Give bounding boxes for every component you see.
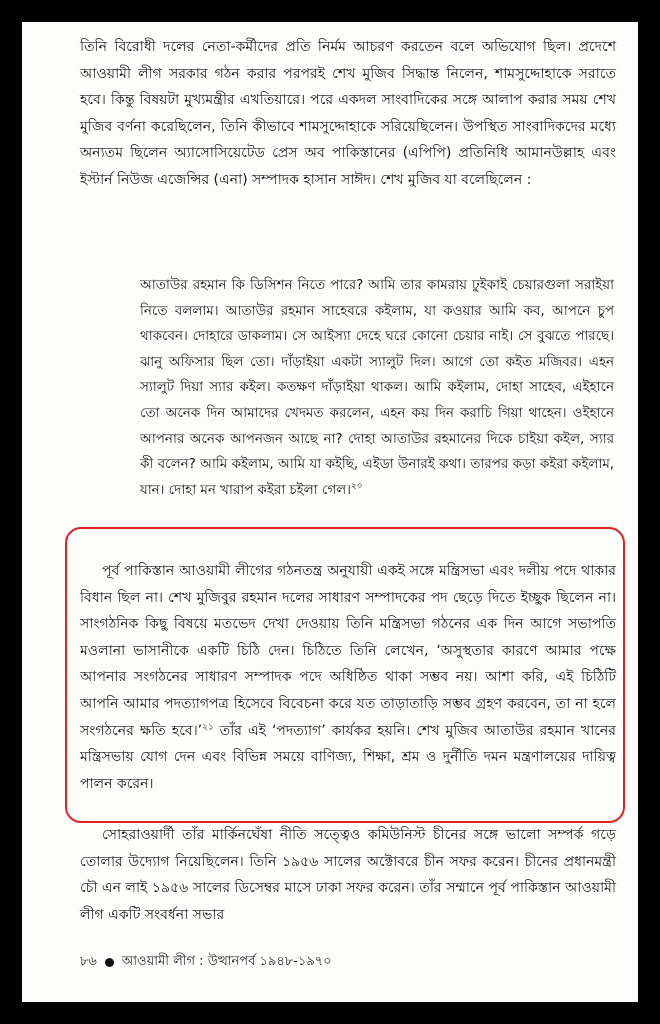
bullet-dot-icon [105,958,114,967]
page-number: ৮৬ [80,954,97,969]
block-quote [140,273,614,503]
paragraph-closing: সোহরাওয়ার্দী তাঁর মার্কিনঘেঁষা নীতি সত্ত্বেও কমিউনিস্ট চীনের সঙ্গে ভালো সম্পর্ক গড়ে তোলার উদ্যোগ নিয়েছিলেন। তিনি ১৯৫৬ সালের অক্টোবরে চীন সফর করেন। চীনের প্রধানমন্ত্রী চৌ এন লাই ১৯৫৬ সালের ডিসেম্বর মাসে ঢাকা সফর করেন। তাঁর সম্মানে পূর্ব পাকিস্তান আওয়ামী লীগ একটি সংবর্ধনা সভার [80,827,616,923]
page-footer [80,952,332,973]
footnote-ref-21: ২১ [202,721,214,732]
highlighted-text-part1: পূর্ব পাকিস্তান আওয়ামী লীগের গঠনতন্ত্র অনুযায়ী একই সঙ্গে মন্ত্রিসভা এবং দলীয় পদে থাকার বিধান ছিল না। শেখ মুজিবুর রহমান দলের সাধারণ সম্পাদকের পদ ছেড়ে দিতে ইচ্ছুক ছিলেন না। সাংগঠনিক কিছু বিষয়ে মতভেদ দেখা দেওয়ায় তিনি মন্ত্রিসভা গঠনের এক দিন আগে সভাপতি মওলানা ভাসানীকে একটি চিঠি দেন। চিঠিতে তিনি লেখেন, ‘অসুস্থতার কারণে আমার পক্ষে আপনার সংগঠনের সাধারণ সম্পাদক পদে অধিষ্ঠিত থাকা সম্ভব নয়। আশা করি, এই চিঠিটি আপনি আমার পদত্যাগপত্র হিসেবে বিবেচনা করে যত তাড়াতাড়ি সম্ভব গ্রহণ করবেন, তা না হলে সংগঠনের ক্ষতি হবে।’ [80,563,616,739]
book-page [22,22,638,1002]
paragraph-highlighted [80,558,616,797]
quote-text: আতাউর রহমান কি ডিসিশন নিতে পারে? আমি তার কামরায় ঢুইকাই চেয়ারগুলা সরাইয়া নিতে বললাম। আতাউর রহমান সাহেবরে কইলাম, যা কওয়ার আমি কব, আপনে চুপ থাকবেন। দোহারে ডাকলাম। সে আইস্যা দেহে ঘরে কোনো চেয়ার নাই। সে বুঝতে পারছে। ঝানু অফিসার ছিল তো। দাঁড়াইয়া একটা স্যালুট দিল। আগে তো কইত মজিবর। এহন স্যালুট দিয়া স্যার কইল। কতক্ষণ দাঁড়াইয়া থাকল। আমি কইলাম, দোহা সাহেব, এইহানে তো অনেক দিন আমাদের খেদমত করলেন, এহন কয় দিন করাচি গিয়া থাহেন। ওইহানে আপনার অনেক আপনজন আছে না? দোহা আতাউর রহমানের দিকে চাইয়া কইল, স্যার কী বলেন? আমি কইলাম, আমি যা কইছি, এইডা উনারই কথা। তারপর কড়া কইরা কইলাম, যান। দোহা মন খারাপ কইরা চইলা গেল। [140,277,614,498]
running-title: আওয়ামী লীগ : উত্থানপর্ব ১৯৪৮-১৯৭০ [121,954,332,969]
highlighted-text-part2: তাঁর এই ‘পদত্যাগ’ কার্যকর হয়নি। শেখ মুজিব আতাউর রহমান খানের মন্ত্রিসভায় যোগ দেন এবং বিভিন্ন সময়ে বাণিজ্য, শিক্ষা, শ্রম ও দুর্নীতি দমন মন্ত্রণালয়ের দায়িত্ব পালন করেন। [80,722,616,792]
footnote-ref-20: ২০ [350,481,363,492]
paragraph-opening: তিনি বিরোধী দলের নেতা-কর্মীদের প্রতি নির্মম আচরণ করতেন বলে অভিযোগ ছিল। প্রদেশে আওয়ামী লীগ সরকার গঠন করার পরপরই শেখ মুজিব সিদ্ধান্ত নিলেন, শামসুদ্দোহাকে সরাতে হবে। কিন্তু বিষয়টা মুখ্যমন্ত্রীর এখতিয়ারে। পরে একদল সাংবাদিকের সঙ্গে আলাপ করার সময় শেখ মুজিব বর্ণনা করেছিলেন, তিনি কীভাবে শামসুদ্দোহাকে সরিয়েছিলেন। উপস্থিত সাংবাদিকদের মধ্যে অন্যতম ছিলেন অ্যাসোসিয়েটেড প্রেস অব পাকিস্তানের (এপিপি) প্রতিনিধি আমানউল্লাহ এবং ইস্টার্ন নিউজ এজেন্সির (এনা) সম্পাদক হাসান সাঈদ। শেখ মুজিব যা বলেছিলেন : [80,39,616,188]
